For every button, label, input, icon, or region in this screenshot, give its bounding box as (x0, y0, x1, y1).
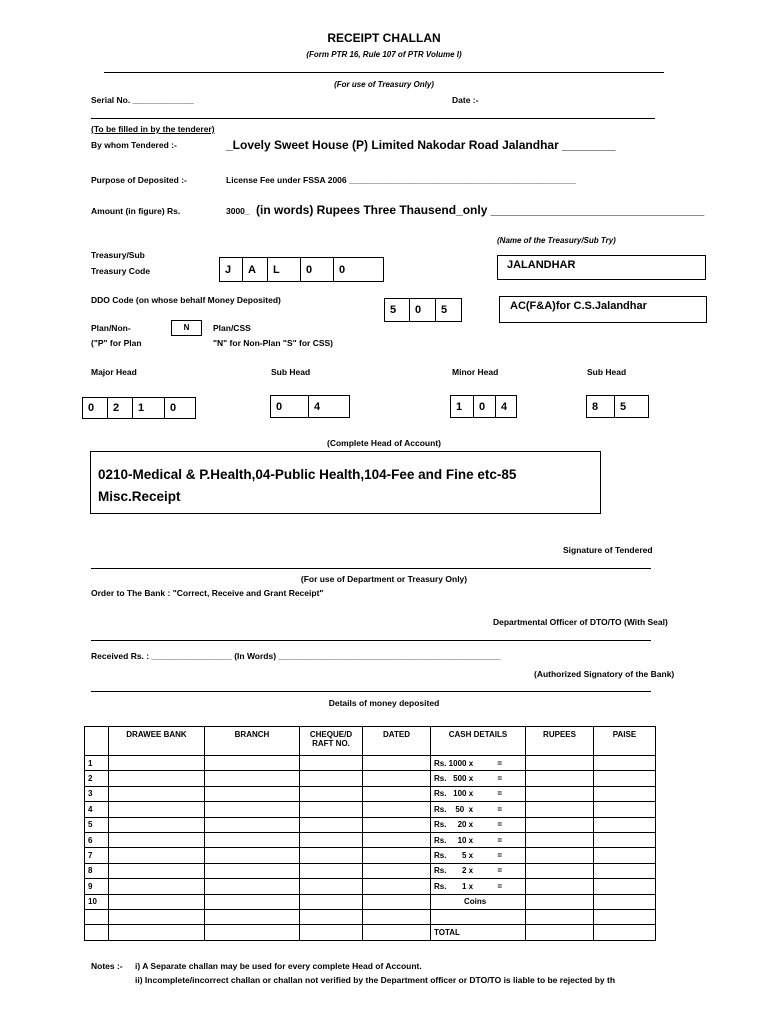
table-cell (205, 817, 300, 832)
table-cell (205, 925, 300, 940)
table-cell (205, 802, 300, 817)
table-cell (526, 879, 594, 894)
code-cell: J (219, 257, 243, 282)
row-number: 4 (85, 802, 109, 817)
treasury-code-boxes (219, 257, 384, 282)
table-cell (109, 848, 205, 863)
code-cell: 1 (132, 397, 165, 419)
table-cell (109, 786, 205, 801)
code-cell: 5 (384, 298, 410, 322)
table-cell (594, 894, 656, 909)
note-1: i) A Separate challan may be used for every complete Head of Account. (135, 961, 422, 971)
table-row (85, 848, 656, 863)
cash-label: Rs. 1000 x (434, 758, 474, 768)
plan-value-box: N (171, 320, 202, 336)
cash-detail-cell (431, 863, 526, 878)
code-cell: 4 (495, 395, 517, 418)
code-cell: 4 (308, 395, 350, 418)
table-cell (300, 863, 363, 878)
cash-label: Rs. 20 x (434, 820, 474, 830)
table-row (85, 756, 656, 771)
row-number: 3 (85, 786, 109, 801)
table-cell (363, 832, 431, 847)
row-number: 1 (85, 756, 109, 771)
table-cell (109, 756, 205, 771)
code-cell: 0 (300, 257, 334, 282)
table-row (85, 894, 656, 909)
table-row (85, 863, 656, 878)
major-head-boxes (82, 397, 196, 419)
cash-equals: = (497, 789, 502, 799)
table-cell (300, 848, 363, 863)
divider (91, 568, 651, 569)
tenderer-note: (To be filled in by the tenderer) (91, 124, 215, 134)
row-number: 5 (85, 817, 109, 832)
table-cell (363, 756, 431, 771)
table-cell (109, 879, 205, 894)
cash-denomination (434, 836, 502, 845)
cash-equals: = (497, 774, 502, 784)
column-header: BRANCH (205, 727, 300, 756)
cash-label: TOTAL (434, 927, 460, 937)
purpose-label: Purpose of Deposited :- (91, 175, 187, 185)
minor-head-boxes (450, 395, 517, 418)
cash-detail-cell (431, 817, 526, 832)
amount-figure: 3000_ (226, 206, 250, 216)
table-cell (205, 756, 300, 771)
table-cell (109, 894, 205, 909)
table-row (85, 909, 656, 924)
table-cell (363, 848, 431, 863)
code-cell: A (242, 257, 268, 282)
table-cell (205, 832, 300, 847)
table-cell (205, 863, 300, 878)
plan-label: ("P" for Plan (91, 338, 142, 348)
table-cell (363, 863, 431, 878)
table-cell (363, 786, 431, 801)
table-cell (526, 848, 594, 863)
cash-equals: = (497, 758, 502, 768)
table-cell (526, 863, 594, 878)
code-cell: 0 (409, 298, 436, 322)
table-cell (205, 771, 300, 786)
table-cell (594, 925, 656, 940)
table-header-row (85, 727, 656, 756)
code-cell: 5 (435, 298, 462, 322)
complete-head-text: 0210-Medical & P.Health,04-Public Health,104-Fee and Fine etc-85 (98, 467, 517, 482)
divider (104, 72, 664, 73)
page-title: RECEIPT CHALLAN (327, 31, 441, 45)
css-label: "N" for Non-Plan "S" for CSS) (213, 338, 334, 348)
cash-denomination (434, 805, 502, 814)
treasury-name-box (497, 255, 706, 280)
cash-equals: = (497, 851, 502, 861)
tendered-by-value: _Lovely Sweet House (P) Limited Nakodar Road Jalandhar ________ (226, 138, 616, 152)
table-cell (594, 756, 656, 771)
serial-number-label: Serial No. _____________ (91, 95, 195, 105)
major-head-label: Major Head (91, 367, 137, 377)
notes-label: Notes :- (91, 961, 123, 971)
cash-label: Rs. 100 x (434, 789, 474, 799)
form-subtitle: (Form PTR 16, Rule 107 of PTR Volume I) (306, 50, 462, 59)
plan-label: Plan/Non- (91, 323, 131, 333)
received-line: Received Rs. : _________________ (In Words) _______________________________________________ (91, 651, 501, 661)
cash-equals: = (497, 835, 502, 845)
table-cell (205, 879, 300, 894)
table-cell (594, 848, 656, 863)
ddo-code-label: DDO Code (on whose behalf Money Deposited) (91, 295, 281, 305)
table-row (85, 879, 656, 894)
cash-detail-cell (431, 925, 526, 940)
cash-equals: = (497, 881, 502, 891)
table-cell (594, 817, 656, 832)
code-cell: 5 (614, 395, 649, 418)
table-cell (205, 786, 300, 801)
treasury-name-label: (Name of the Treasury/Sub Try) (497, 236, 616, 245)
table-cell (109, 832, 205, 847)
cash-detail-cell (431, 909, 526, 924)
table-cell (109, 817, 205, 832)
table-row (85, 786, 656, 801)
table-cell (205, 848, 300, 863)
table-cell (109, 925, 205, 940)
sub-head-2-boxes (586, 395, 649, 418)
table-cell (205, 894, 300, 909)
table-cell (300, 925, 363, 940)
treasury-only-note: (For use of Treasury Only) (334, 80, 434, 89)
code-cell: 0 (333, 257, 384, 282)
table-cell (526, 909, 594, 924)
code-cell: 0 (164, 397, 196, 419)
table-cell (526, 756, 594, 771)
table-cell (594, 909, 656, 924)
table-cell (363, 925, 431, 940)
signature-tendered: Signature of Tendered (563, 545, 653, 555)
table-cell (300, 786, 363, 801)
cash-detail-cell (431, 894, 526, 909)
table-cell (363, 817, 431, 832)
divider (91, 691, 651, 692)
cash-label: Rs. 2 x (434, 866, 474, 876)
cash-denomination (434, 866, 502, 875)
table-cell (300, 756, 363, 771)
cash-label: Rs. 10 x (434, 835, 474, 845)
ddo-name-box (499, 296, 707, 323)
complete-head-text: Misc.Receipt (98, 489, 181, 504)
code-cell: L (267, 257, 301, 282)
treasury-code-label: Treasury/Sub (91, 250, 145, 260)
table-cell (109, 909, 205, 924)
cash-label: Rs. 1 x (434, 881, 474, 891)
amount-words: (in words) Rupees Three Thausend_only ________________________________ (256, 203, 705, 217)
table-cell (363, 909, 431, 924)
date-label: Date :- (452, 95, 479, 105)
cash-denomination (434, 820, 502, 829)
cash-detail-cell (431, 802, 526, 817)
cash-equals: = (497, 820, 502, 830)
table-cell (526, 771, 594, 786)
table-cell (526, 925, 594, 940)
table-cell (594, 863, 656, 878)
cash-label: Coins (464, 897, 487, 907)
row-number: 9 (85, 879, 109, 894)
treasury-code-label: Treasury Code (91, 266, 151, 276)
cash-label: Rs. 500 x (434, 774, 474, 784)
cash-denomination (434, 789, 502, 798)
row-number: 6 (85, 832, 109, 847)
row-number: 10 (85, 894, 109, 909)
cash-detail-cell (431, 756, 526, 771)
ddo-code-boxes (384, 298, 462, 322)
code-cell: 8 (586, 395, 615, 418)
money-details-table (84, 726, 656, 941)
table-cell (594, 832, 656, 847)
table-cell (594, 771, 656, 786)
complete-head-box (90, 451, 601, 514)
column-header: RUPEES (526, 727, 594, 756)
table-row (85, 832, 656, 847)
row-number: 8 (85, 863, 109, 878)
code-cell: 1 (450, 395, 474, 418)
column-header: DRAWEE BANK (109, 727, 205, 756)
cash-detail-cell (431, 832, 526, 847)
code-cell: 0 (82, 397, 108, 419)
row-number: 7 (85, 848, 109, 863)
cash-label: Rs. 5 x (434, 851, 474, 861)
table-cell (109, 771, 205, 786)
table-cell (363, 771, 431, 786)
order-to-bank: Order to The Bank : "Correct, Receive and Grant Receipt" (91, 588, 324, 598)
table-cell (526, 894, 594, 909)
cash-equals: = (497, 866, 502, 876)
column-header: PAISE (594, 727, 656, 756)
sub-head-boxes (270, 395, 350, 418)
ddo-name: AC(F&A)for C.S.Jalandhar (510, 300, 647, 312)
cash-detail-cell (431, 879, 526, 894)
cash-equals: = (497, 804, 502, 814)
table-cell (594, 802, 656, 817)
cash-detail-cell (431, 786, 526, 801)
cash-label: Rs. 50 x (434, 804, 474, 814)
note-2: ii) Incomplete/incorrect challan or challan not verified by the Department officer or DTO/TO is liable to be rejected by th (135, 975, 616, 985)
table-cell (300, 909, 363, 924)
sub-head-label: Sub Head (587, 367, 627, 377)
table-row (85, 817, 656, 832)
table-cell (300, 771, 363, 786)
table-row (85, 771, 656, 786)
cash-denomination (434, 882, 502, 891)
sub-head-label: Sub Head (271, 367, 311, 377)
table-cell (363, 894, 431, 909)
table-cell (363, 879, 431, 894)
authorized-signatory: (Authorized Signatory of the Bank) (534, 669, 675, 679)
table-cell (300, 802, 363, 817)
minor-head-label: Minor Head (452, 367, 499, 377)
row-number (85, 909, 109, 924)
code-cell: 0 (270, 395, 309, 418)
cash-detail-cell (431, 771, 526, 786)
cash-denomination (434, 759, 502, 768)
divider (91, 118, 655, 119)
cash-denomination (434, 774, 502, 783)
table-row (85, 802, 656, 817)
table-cell (526, 802, 594, 817)
table-cell (109, 863, 205, 878)
complete-head-label: (Complete Head of Account) (327, 438, 441, 448)
table-row (85, 925, 656, 940)
table-cell (594, 879, 656, 894)
cash-denomination (434, 851, 502, 860)
table-cell (594, 786, 656, 801)
column-header (85, 727, 109, 756)
table-cell (205, 909, 300, 924)
code-cell: 0 (473, 395, 496, 418)
treasury-name: JALANDHAR (507, 259, 576, 271)
column-header: DATED (363, 727, 431, 756)
tendered-by-label: By whom Tendered :- (91, 140, 177, 150)
table-cell (109, 802, 205, 817)
css-label: Plan/CSS (213, 323, 251, 333)
departmental-officer: Departmental Officer of DTO/TO (With Seal) (493, 617, 668, 627)
table-cell (526, 832, 594, 847)
table-cell (300, 879, 363, 894)
column-header: CHEQUE/D RAFT NO. (300, 727, 363, 756)
row-number (85, 925, 109, 940)
column-header: CASH DETAILS (431, 727, 526, 756)
table-cell (300, 832, 363, 847)
details-label: Details of money deposited (328, 698, 440, 708)
table-cell (526, 817, 594, 832)
table-cell (300, 894, 363, 909)
amount-label: Amount (in figure) Rs. (91, 206, 181, 216)
table-cell (526, 786, 594, 801)
dept-only-note: (For use of Department or Treasury Only) (300, 574, 468, 584)
row-number: 2 (85, 771, 109, 786)
table-cell (363, 802, 431, 817)
code-cell: 2 (107, 397, 133, 419)
cash-detail-cell (431, 848, 526, 863)
table-cell (300, 817, 363, 832)
divider (91, 640, 651, 641)
purpose-value: License Fee under FSSA 2006 ________________________________________________ (226, 175, 576, 185)
